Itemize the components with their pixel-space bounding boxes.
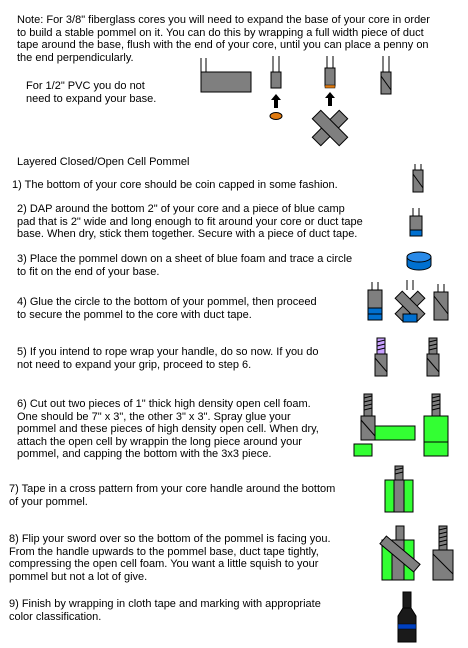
core-penny-figure <box>264 54 288 124</box>
step-9-figure <box>392 590 422 646</box>
step-1-figure <box>410 162 430 196</box>
step-5-text: 5) If you intend to rope wrap your handle, do so now. If you do not need to expand your grip, proceed to step 6. <box>17 346 319 371</box>
step-5-figure-a <box>370 336 394 380</box>
step-4-figure-c <box>430 282 454 324</box>
pvc-note-text: For 1/2" PVC you do not need to expand your base. <box>26 80 157 105</box>
step-4-figure-b <box>392 278 428 326</box>
step-8-text: 8) Flip your sword over so the bottom of the pommel is facing you. From the handle upwards to the pommel base, duct tape tightly, compressing the open cell foam. You want a little squish to your pommel but not a lot of give. <box>9 533 331 583</box>
step-7-text: 7) Tape in a cross pattern from your core handle around the bottom of your pommel. <box>9 483 336 508</box>
section-title: Layered Closed/Open Cell Pommel <box>17 156 190 168</box>
step-8-figure-b <box>430 524 456 586</box>
note-text: Note: For 3/8" fiberglass cores you will need to expand the base of your core in order to build a stable pommel on it. You can do this by wrapping a full width piece of duct tape around the base, flush with the end of your core, until you can place a penny on the end perpendicularly. <box>17 14 430 64</box>
step-4-figure-a <box>364 280 388 324</box>
taped-core-figure <box>376 54 400 98</box>
step-9-text: 9) Finish by wrapping in cloth tape and marking with appropriate color classification. <box>9 598 321 623</box>
step-8-figure-a <box>374 524 426 586</box>
step-2-text: 2) DAP around the bottom 2" of your core and a piece of blue camp pad that is 2" wide and long enough to fit around your core or duct tape base. When dry, stick them together. Secure with a piece of duct tape. <box>17 203 363 240</box>
step-6-text: 6) Cut out two pieces of 1" thick high density open cell foam. One should be 7" x 3", the other 3" x 3". Spray glue your pommel and these pieces of high density open cell. When dry, attach the open cell by wrappin the long piece around your pommel, and capping the bottom with the 3x3 piece. <box>17 398 319 460</box>
step-6-figure-a <box>352 392 420 462</box>
step-3-text: 3) Place the pommel down on a sheet of blue foam and trace a circle to fit on the end of your base. <box>17 253 353 278</box>
step-1-text: 1) The bottom of your core should be coin capped in some fashion. <box>12 179 338 191</box>
capped-core-tape-figure <box>308 52 354 148</box>
step-3-figure <box>404 248 434 274</box>
step-5-figure-b <box>422 336 446 380</box>
step-7-figure <box>380 464 420 516</box>
step-2-figure <box>406 206 428 238</box>
expanded-base-figure <box>198 56 254 96</box>
step-6-figure-b <box>420 392 454 462</box>
step-4-text: 4) Glue the circle to the bottom of your pommel, then proceed to secure the pommel to the core with duct tape. <box>17 296 317 321</box>
